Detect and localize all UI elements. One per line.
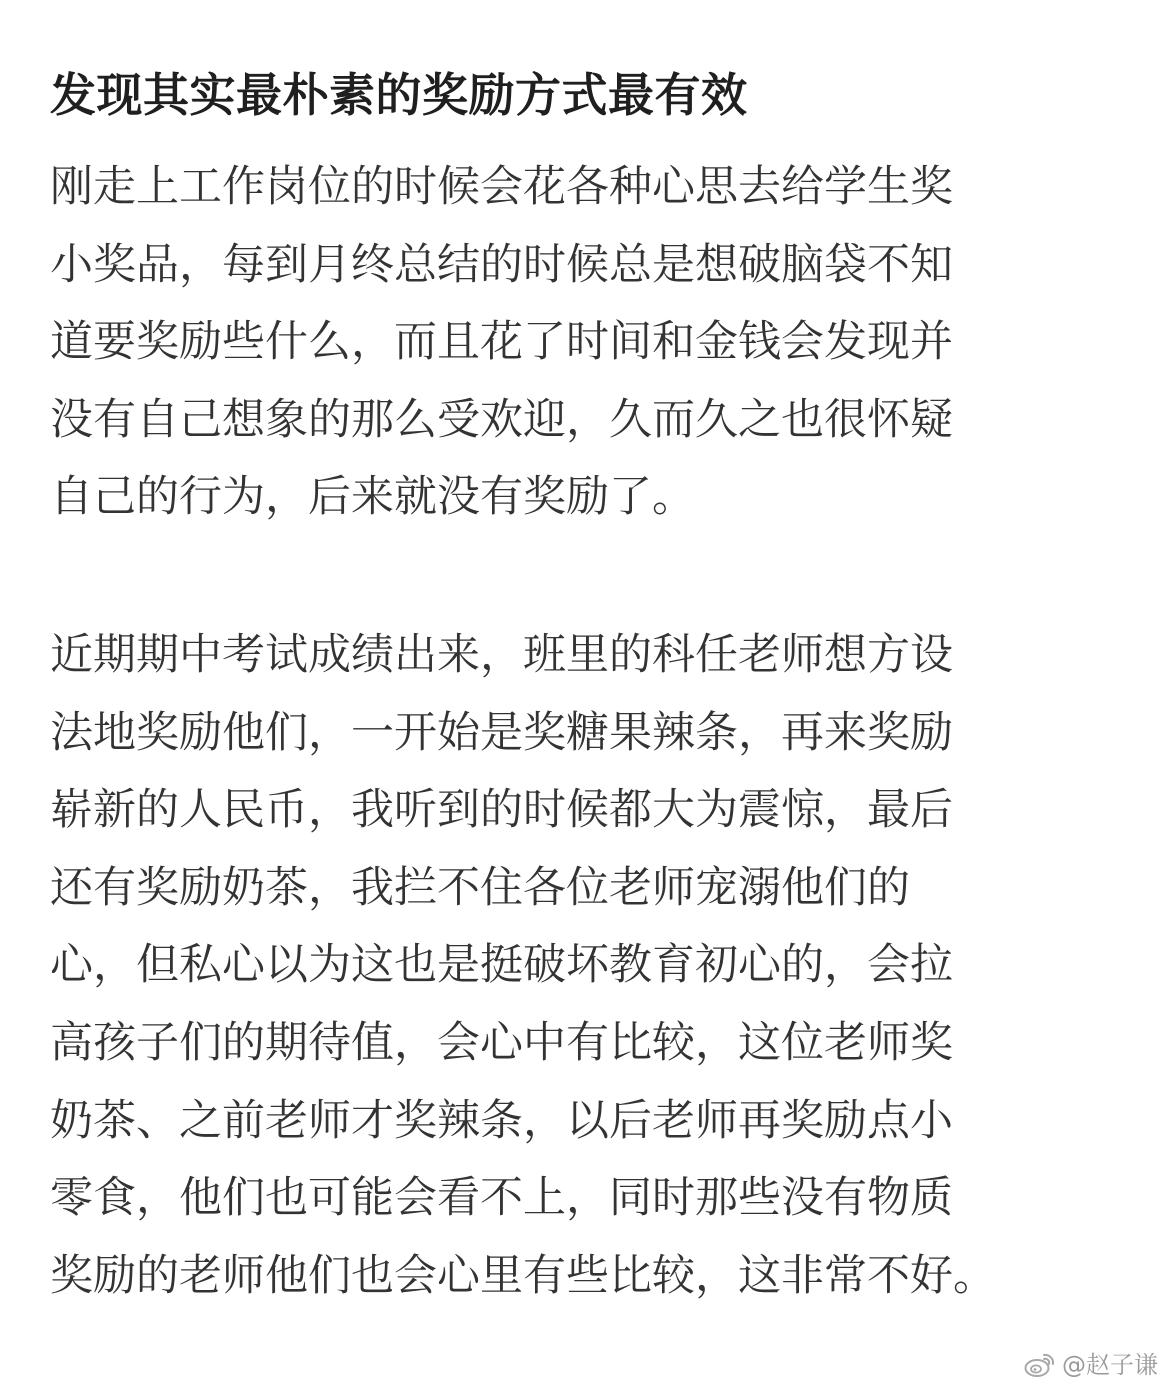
- paragraph-2: [50, 617, 1130, 1315]
- paragraph-1: [50, 149, 1130, 537]
- paragraph-line: 刚走上工作岗位的时候会花各种心思去给学生奖: [50, 162, 953, 212]
- paragraph-line: 近期期中考试成绩出来，班里的科任老师想方设: [50, 630, 953, 680]
- weibo-logo-icon: [1024, 1351, 1056, 1379]
- paragraph-line: 小奖品，每到月终总结的时候总是想破脑袋不知: [50, 239, 953, 290]
- paragraph-line: 奶茶、之前老师才奖辣条，以后老师再奖励点小: [50, 1095, 953, 1146]
- article-title: 发现其实最朴素的奖励方式最有效: [50, 68, 748, 122]
- watermark-text: @赵子谦: [1062, 1351, 1158, 1379]
- paragraph-line: 奖励的老师他们也会心里有些比较，这非常不好。: [50, 1250, 996, 1301]
- paragraph-line: 崭新的人民币，我听到的时候都大为震惊，最后: [50, 785, 953, 836]
- paragraph-line: 道要奖励些什么，而且花了时间和金钱会发现并: [50, 317, 953, 368]
- watermark: [1024, 1350, 1158, 1380]
- paragraph-line: 自己的行为，后来就没有奖励了。: [50, 472, 695, 523]
- paragraph-line: 还有奖励奶茶，我拦不住各位老师宠溺他们的: [50, 862, 910, 913]
- paragraph-line: 法地奖励他们，一开始是奖糖果辣条，再来奖励: [50, 707, 953, 758]
- paragraph-line: 高孩子们的期待值，会心中有比较，这位老师奖: [50, 1017, 953, 1068]
- paragraph-line: 零食，他们也可能会看不上，同时那些没有物质: [50, 1173, 953, 1224]
- paragraph-line: 心，但私心以为这也是挺破坏教育初心的，会拉: [50, 940, 953, 991]
- paragraph-line: 没有自己想象的那么受欢迎，久而久之也很怀疑: [50, 394, 953, 445]
